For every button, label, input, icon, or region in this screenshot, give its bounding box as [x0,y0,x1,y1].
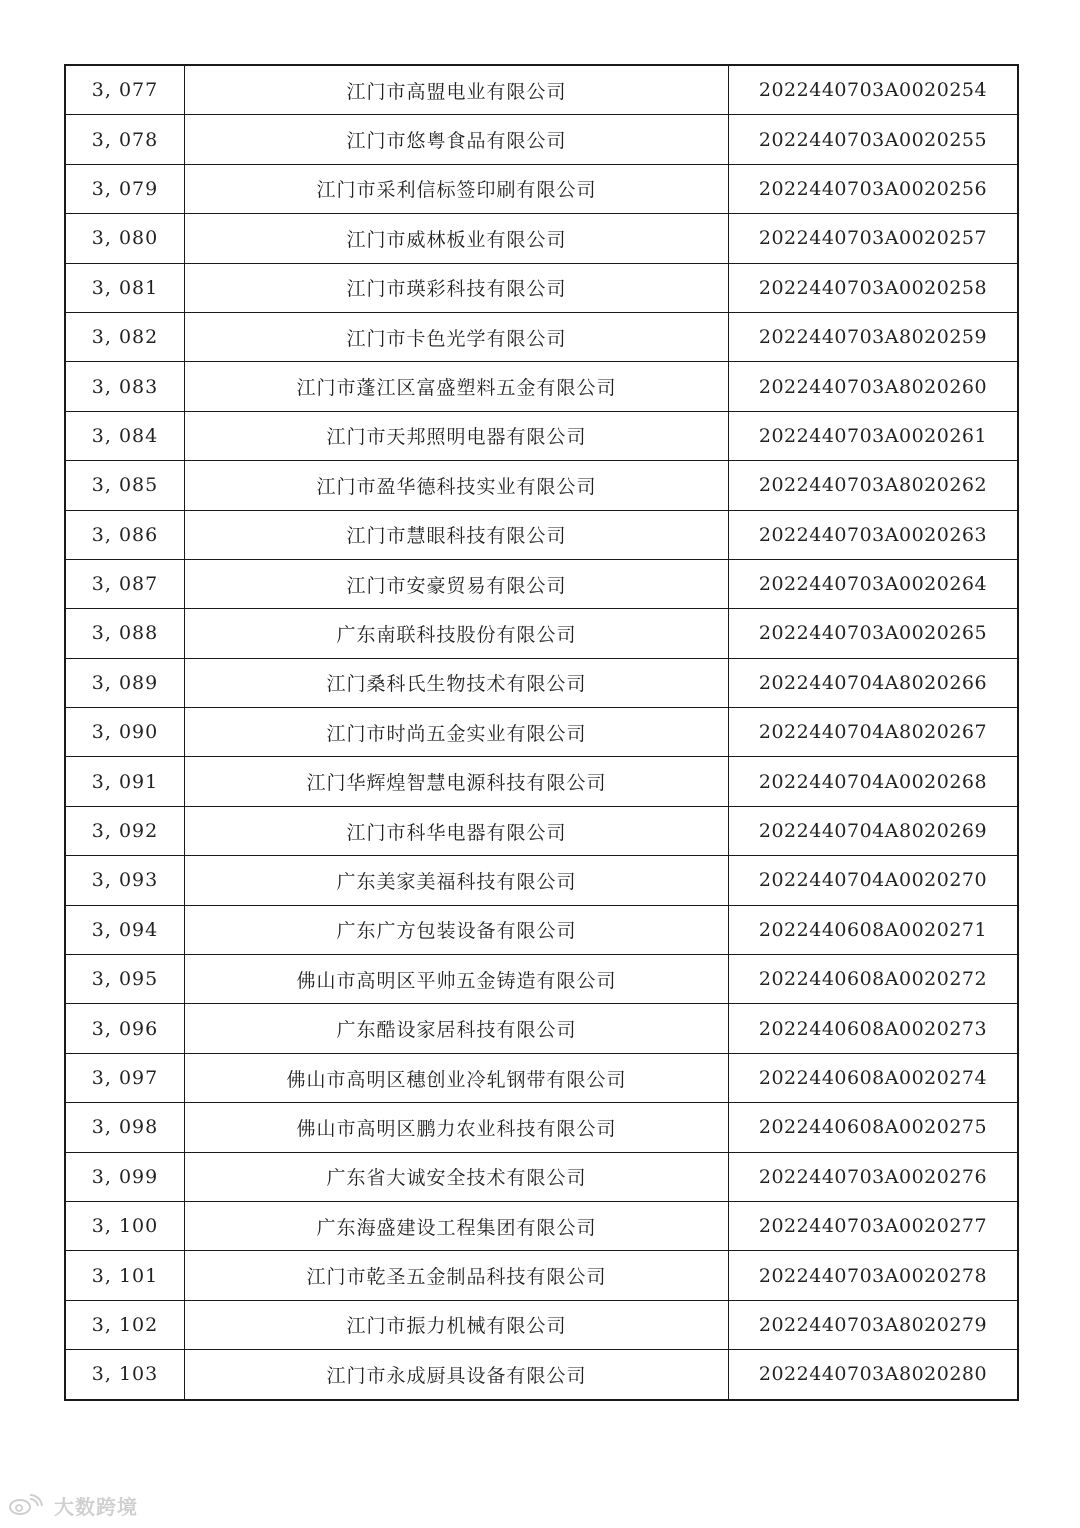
row-number-cell: 3, 093 [65,856,185,905]
row-number-cell: 3, 082 [65,312,185,361]
registration-code-cell: 2022440703A8020259 [729,312,1019,361]
registration-code-cell: 2022440703A0020261 [729,411,1019,460]
company-name-cell: 广东省大诚安全技术有限公司 [185,1152,729,1201]
company-name-cell: 江门市威林板业有限公司 [185,214,729,263]
table-row [65,955,1018,1004]
company-name-cell: 广东广方包装设备有限公司 [185,905,729,954]
row-number-cell: 3, 081 [65,263,185,312]
registration-code-cell: 2022440704A0020268 [729,757,1019,806]
company-name-cell: 江门市高盟电业有限公司 [185,65,729,115]
registration-code-cell: 2022440703A0020257 [729,214,1019,263]
company-name-cell: 江门桑科氏生物技术有限公司 [185,658,729,707]
registration-code-cell: 2022440608A0020275 [729,1103,1019,1152]
row-number-cell: 3, 097 [65,1053,185,1102]
registration-code-cell: 2022440704A8020267 [729,708,1019,757]
table-row [65,1251,1018,1300]
table-row [65,214,1018,263]
table-row [65,1004,1018,1053]
table-row [65,411,1018,460]
company-name-cell: 江门市天邦照明电器有限公司 [185,411,729,460]
table-row [65,905,1018,954]
company-name-cell: 江门市科华电器有限公司 [185,806,729,855]
company-name-cell: 江门市时尚五金实业有限公司 [185,708,729,757]
table-row [65,559,1018,608]
table-row [65,856,1018,905]
table-row [65,362,1018,411]
table-row [65,164,1018,213]
weibo-logo-icon [8,1494,48,1516]
company-name-cell: 佛山市高明区鹏力农业科技有限公司 [185,1103,729,1152]
table-row [65,1103,1018,1152]
company-name-cell: 佛山市高明区穗创业冷轧钢带有限公司 [185,1053,729,1102]
row-number-cell: 3, 092 [65,806,185,855]
row-number-cell: 3, 077 [65,65,185,115]
table-body [65,65,1018,1400]
row-number-cell: 3, 083 [65,362,185,411]
table-row [65,263,1018,312]
registration-code-cell: 2022440703A0020265 [729,609,1019,658]
row-number-cell: 3, 091 [65,757,185,806]
registration-code-cell: 2022440608A0020273 [729,1004,1019,1053]
table-row [65,65,1018,115]
company-name-cell: 江门市永成厨具设备有限公司 [185,1350,729,1400]
row-number-cell: 3, 101 [65,1251,185,1300]
row-number-cell: 3, 089 [65,658,185,707]
row-number-cell: 3, 086 [65,510,185,559]
registration-code-cell: 2022440703A8020279 [729,1300,1019,1349]
table-row [65,609,1018,658]
company-name-cell: 江门市瑛彩科技有限公司 [185,263,729,312]
table-row [65,658,1018,707]
company-name-cell: 广东海盛建设工程集团有限公司 [185,1201,729,1250]
table-row [65,1152,1018,1201]
company-name-cell: 广东酷设家居科技有限公司 [185,1004,729,1053]
row-number-cell: 3, 080 [65,214,185,263]
company-name-cell: 江门市安豪贸易有限公司 [185,559,729,608]
watermark-text: 大数跨境 [54,1494,138,1519]
row-number-cell: 3, 100 [65,1201,185,1250]
company-name-cell: 江门市采利信标签印刷有限公司 [185,164,729,213]
row-number-cell: 3, 103 [65,1350,185,1400]
registration-code-cell: 2022440703A0020256 [729,164,1019,213]
table-row [65,806,1018,855]
row-number-cell: 3, 099 [65,1152,185,1201]
table-row [65,757,1018,806]
row-number-cell: 3, 096 [65,1004,185,1053]
registration-code-cell: 2022440703A0020276 [729,1152,1019,1201]
registry-table [64,64,1019,1401]
registration-code-cell: 2022440703A0020254 [729,65,1019,115]
row-number-cell: 3, 094 [65,905,185,954]
company-name-cell: 江门市盈华德科技实业有限公司 [185,461,729,510]
row-number-cell: 3, 084 [65,411,185,460]
table-row [65,708,1018,757]
registration-code-cell: 2022440704A8020269 [729,806,1019,855]
company-name-cell: 广东美家美福科技有限公司 [185,856,729,905]
registration-code-cell: 2022440608A0020272 [729,955,1019,1004]
row-number-cell: 3, 079 [65,164,185,213]
row-number-cell: 3, 085 [65,461,185,510]
table-row [65,461,1018,510]
registration-code-cell: 2022440704A0020270 [729,856,1019,905]
row-number-cell: 3, 090 [65,708,185,757]
company-name-cell: 江门市振力机械有限公司 [185,1300,729,1349]
registration-code-cell: 2022440608A0020271 [729,905,1019,954]
registration-code-cell: 2022440703A8020280 [729,1350,1019,1400]
table-row [65,1300,1018,1349]
registration-code-cell: 2022440703A0020263 [729,510,1019,559]
row-number-cell: 3, 088 [65,609,185,658]
registration-code-cell: 2022440608A0020274 [729,1053,1019,1102]
table-row [65,115,1018,164]
company-name-cell: 江门市慧眼科技有限公司 [185,510,729,559]
registration-code-cell: 2022440703A0020264 [729,559,1019,608]
table-row [65,1053,1018,1102]
company-name-cell: 江门市悠粤食品有限公司 [185,115,729,164]
company-name-cell: 江门市卡色光学有限公司 [185,312,729,361]
registration-code-cell: 2022440703A0020278 [729,1251,1019,1300]
watermark [8,1490,138,1520]
registration-code-cell: 2022440704A8020266 [729,658,1019,707]
table-row [65,1201,1018,1250]
registration-code-cell: 2022440703A0020258 [729,263,1019,312]
company-name-cell: 广东南联科技股份有限公司 [185,609,729,658]
company-name-cell: 江门市乾圣五金制品科技有限公司 [185,1251,729,1300]
company-name-cell: 江门华辉煌智慧电源科技有限公司 [185,757,729,806]
row-number-cell: 3, 098 [65,1103,185,1152]
registration-code-cell: 2022440703A8020262 [729,461,1019,510]
company-name-cell: 江门市蓬江区富盛塑料五金有限公司 [185,362,729,411]
table-row [65,312,1018,361]
table-row [65,510,1018,559]
row-number-cell: 3, 087 [65,559,185,608]
table-row [65,1350,1018,1400]
registration-code-cell: 2022440703A0020255 [729,115,1019,164]
row-number-cell: 3, 095 [65,955,185,1004]
registration-code-cell: 2022440703A0020277 [729,1201,1019,1250]
row-number-cell: 3, 102 [65,1300,185,1349]
company-name-cell: 佛山市高明区平帅五金铸造有限公司 [185,955,729,1004]
registration-code-cell: 2022440703A8020260 [729,362,1019,411]
row-number-cell: 3, 078 [65,115,185,164]
